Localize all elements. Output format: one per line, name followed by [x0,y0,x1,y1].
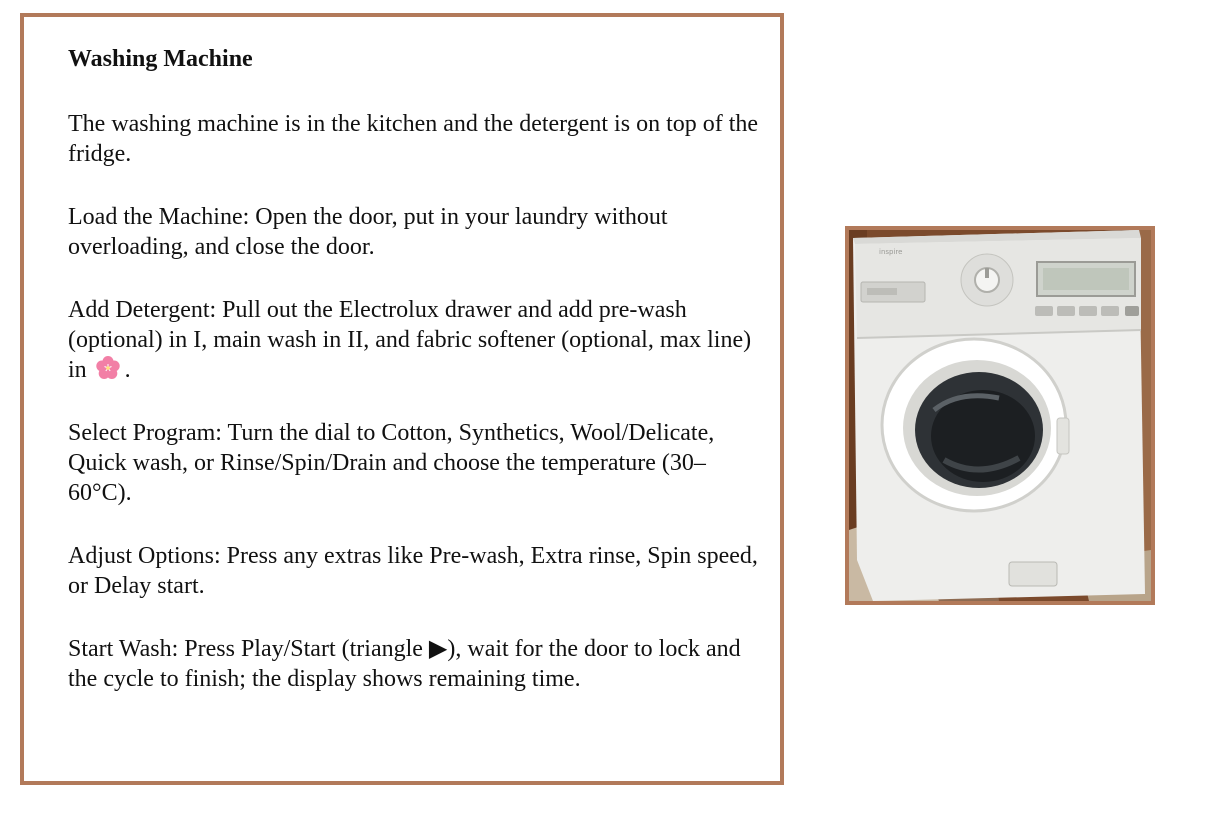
detergent-step-end: . [124,357,131,383]
intro-paragraph: The washing machine is in the kitchen and the detergent is on top of the fridge. [68,111,759,167]
instructions-content [68,43,768,727]
instructions-card [20,13,784,785]
washing-machine-photo [845,226,1155,605]
detergent-step-text: Add Detergent: Pull out the Electrolux drawer and add pre-wash (optional) in I, main wash in II, and fabric softener (optional, max line) in [68,297,752,383]
detergent-step [68,295,768,385]
options-step: Adjust Options: Press any extras like Pre-wash, Extra rinse, Spin speed, or Delay start. [68,543,758,599]
load-step: Load the Machine: Open the door, put in your laundry without overloading, and close the door. [68,204,668,260]
brand-label: inspire [879,248,903,256]
program-step: Select Program: Turn the dial to Cotton, Synthetics, Wool/Delicate, Quick wash, or Rinse/Spin/Drain and choose the temperature (30–60°C). [68,420,715,506]
document-title: Washing Machine [68,46,253,72]
start-step: Start Wash: Press Play/Start (triangle ▶), wait for the door to lock and the cycle to finish; the display shows remaining time. [68,636,741,692]
washing-machine-illustration [849,230,1151,601]
flower-icon [95,355,121,381]
